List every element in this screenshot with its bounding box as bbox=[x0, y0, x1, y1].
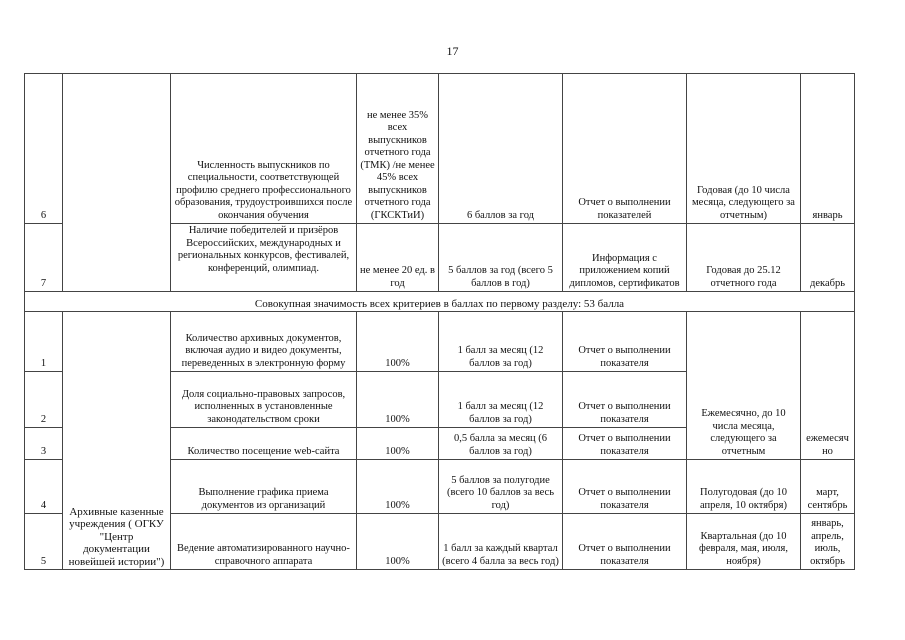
value-cell: не менее 20 ед. в год bbox=[357, 224, 439, 292]
row-number: 7 bbox=[25, 224, 63, 292]
table-row bbox=[25, 74, 855, 224]
criterion-cell: Количество архивных документов, включая аудио и видео документы, переведенных в электронную форму bbox=[171, 312, 357, 372]
score-cell: 6 баллов за год bbox=[439, 74, 563, 224]
form-cell: Отчет о выполнении показателя bbox=[563, 312, 687, 372]
period-cell: Квартальная (до 10 февраля, мая, июля, ноября) bbox=[687, 514, 801, 570]
value-cell: 100% bbox=[357, 428, 439, 460]
score-cell: 1 балл за месяц (12 баллов за год) bbox=[439, 312, 563, 372]
form-cell: Отчет о выполнении показателя bbox=[563, 514, 687, 570]
criterion-cell: Выполнение графика приема документов из организаций bbox=[171, 460, 357, 514]
period-cell: Годовая до 25.12 отчетного года bbox=[687, 224, 801, 292]
score-cell: 5 баллов за полугодие (всего 10 баллов за весь год) bbox=[439, 460, 563, 514]
value-cell: 100% bbox=[357, 312, 439, 372]
month-cell: март, сентябрь bbox=[801, 460, 855, 514]
period-cell: Полугодовая (до 10 апреля, 10 октября) bbox=[687, 460, 801, 514]
value-cell: 100% bbox=[357, 460, 439, 514]
period-cell: Ежемесячно, до 10 числа месяца, следующего за отчетным bbox=[687, 312, 801, 460]
month-cell: январь bbox=[801, 74, 855, 224]
criterion-cell: Наличие победителей и призёров Всероссийских, международных и региональных конкурсов, фестивалей, конференций, олимпиад. bbox=[171, 224, 357, 292]
score-cell: 1 балл за каждый квартал (всего 4 балла за весь год) bbox=[439, 514, 563, 570]
form-cell: Отчет о выполнении показателя bbox=[563, 460, 687, 514]
criterion-cell: Ведение автоматизированного научно-справочного аппарата bbox=[171, 514, 357, 570]
value-cell: 100% bbox=[357, 372, 439, 428]
form-cell: Информация с приложением копий дипломов, сертификатов bbox=[563, 224, 687, 292]
row-number: 5 bbox=[25, 514, 63, 570]
criterion-cell: Доля социально-правовых запросов, исполненных в установленные законодательством сроки bbox=[171, 372, 357, 428]
form-cell: Отчет о выполнении показателей bbox=[563, 74, 687, 224]
score-cell: 1 балл за месяц (12 баллов за год) bbox=[439, 372, 563, 428]
row-number: 3 bbox=[25, 428, 63, 460]
month-cell: ежемесяч но bbox=[801, 312, 855, 460]
month-cell: январь, апрель, июль, октябрь bbox=[801, 514, 855, 570]
criteria-table bbox=[24, 73, 855, 570]
value-cell: не менее 35% всех выпускников отчетного года (ТМК) /не менее 45% всех выпускников отчетного года (ГКСКТиИ) bbox=[357, 74, 439, 224]
page-number: 17 bbox=[446, 44, 459, 58]
row-number: 4 bbox=[25, 460, 63, 514]
row-number: 2 bbox=[25, 372, 63, 428]
row-number: 1 bbox=[25, 312, 63, 372]
form-cell: Отчет о выполнении показателя bbox=[563, 428, 687, 460]
criterion-cell: Количество посещение web-сайта bbox=[171, 428, 357, 460]
value-cell: 100% bbox=[357, 514, 439, 570]
score-cell: 0,5 балла за месяц (6 баллов за год) bbox=[439, 428, 563, 460]
score-cell: 5 баллов за год (всего 5 баллов в год) bbox=[439, 224, 563, 292]
organization-cell-empty bbox=[63, 74, 171, 292]
organization-cell: Архивные казенные учреждения ( ОГКУ "Центр документации новейшей истории") bbox=[63, 312, 171, 570]
table-row bbox=[25, 312, 855, 372]
period-cell: Годовая (до 10 числа месяца, следующего за отчетным) bbox=[687, 74, 801, 224]
month-cell: декабрь bbox=[801, 224, 855, 292]
row-number: 6 bbox=[25, 74, 63, 224]
summary-row bbox=[25, 292, 855, 312]
form-cell: Отчет о выполнении показателя bbox=[563, 372, 687, 428]
section-summary: Совокупная значимость всех критериев в баллах по первому разделу: 53 балла bbox=[25, 292, 855, 312]
criterion-cell: Численность выпускников по специальности, соответствующей профилю среднего профессионального образования, трудоустроившихся после окончания обучения bbox=[171, 74, 357, 224]
